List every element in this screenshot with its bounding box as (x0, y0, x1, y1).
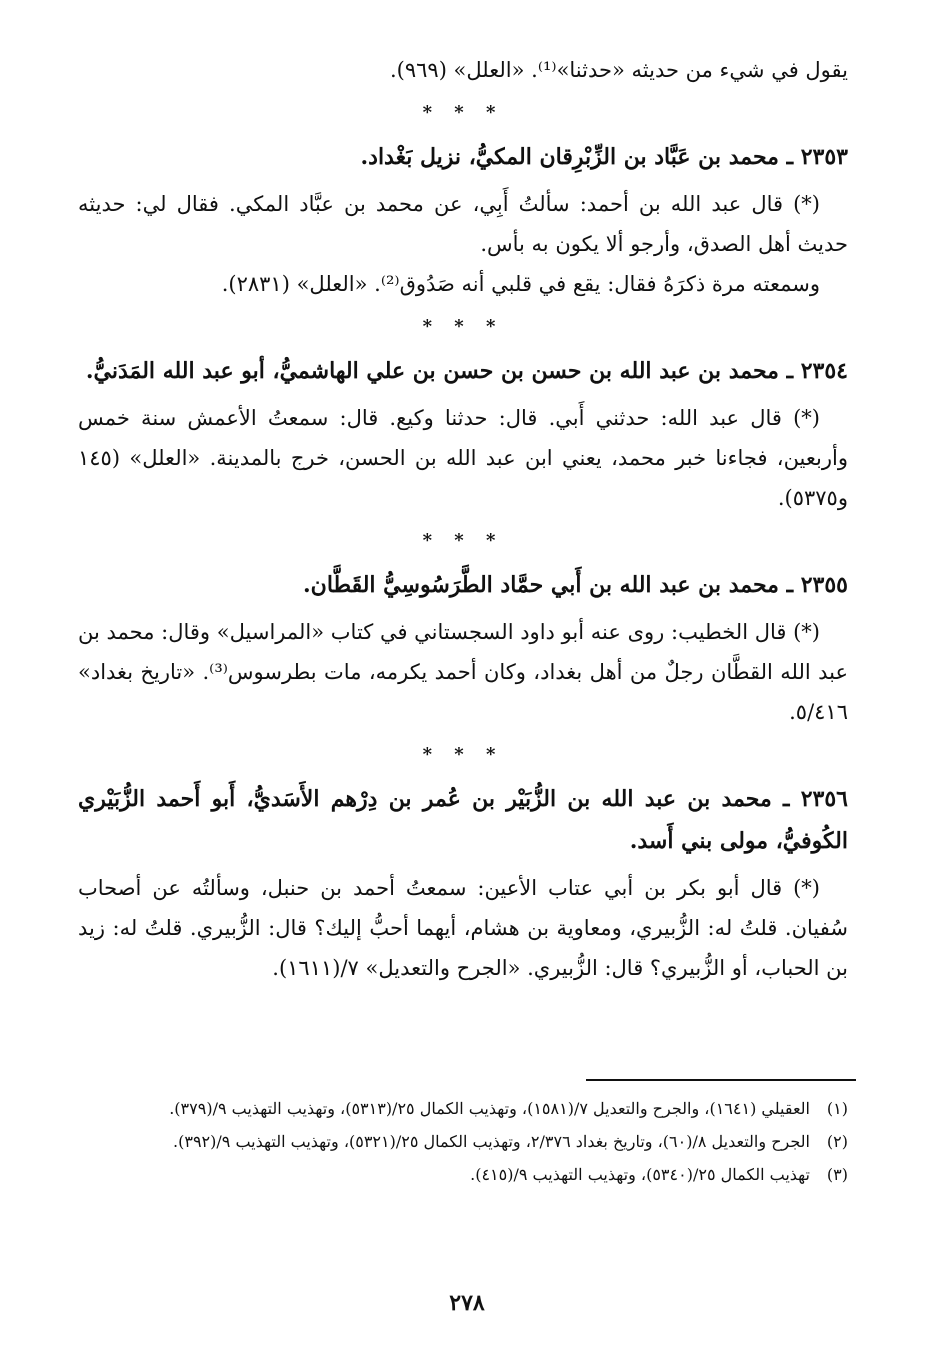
footnote (78, 1094, 848, 1123)
footnote (78, 1160, 848, 1189)
footnote-number: (١) (826, 1099, 848, 1118)
entry-paragraph: (*) قال الخطيب: روى عنه أبو داود السجستاني في كتاب «المراسيل» وقال: محمد بن عبد الله القطَّان رجلٌ من أهل بغداد، وكان أحمد يكرمه، مات بطرسوس⁽³⁾. «تاريخ بغداد» ٥/٤١٦. (78, 620, 848, 724)
footnote-number: (٢) (826, 1132, 848, 1151)
separator-stars: * * * (422, 102, 504, 123)
entry-heading: ٢٣٥٥ ـ محمد بن عبد الله بن أَبي حمَّاد الطَّرَسُوسِيُّ القَطَّان. (303, 572, 848, 598)
footnotes (78, 1094, 848, 1193)
entry-heading: ٢٣٥٤ ـ محمد بن عبد الله بن حسن بن حسن بن علي الهاشميُّ، أبو عبد الله المَدَنيُّ. (85, 358, 848, 384)
entry-paragraph: (*) قال عبد الله بن أحمد: سألتُ أَبِي، عن محمد بن عبَّاد المكي. فقال لي: حديثه حديث أهل الصدق، وأرجو ألا يكون به بأس. (78, 192, 848, 256)
footnote-text: الجرح والتعديل ٨/(٦٠)، وتاريخ بغداد ٢/٣٧٦، وتهذيب الكمال ٢٥/(٥٣٢١)، وتهذيب التهذيب ٩/(٣٩٢). (173, 1132, 810, 1151)
footnote-text: العقيلي (١٦٤١)، والجرح والتعديل ٧/(١٥٨١)، وتهذيب الكمال ٢٥/(٥٣١٣)، وتهذيب التهذيب ٩/(٣٧٩). (169, 1099, 810, 1118)
footnote (78, 1127, 848, 1156)
entry-paragraph: وسمعته مرة ذكرَهُ فقال: يقع في قلبي أنه صَدُوق⁽²⁾. «العلل» (٢٨٣١). (221, 272, 820, 296)
footnote-separator (586, 1079, 856, 1081)
entry-heading: ٢٣٥٦ ـ محمد بن عبد الله بن الزُّبَيْر بن عُمر بن دِرْهم الأَسَديُّ، أَبو أَحمد الزُّبَيْري الكُوفيُّ، مولى بني أَسد. (78, 786, 848, 854)
separator-stars: * * * (422, 530, 504, 551)
separator-stars: * * * (422, 316, 504, 337)
entry-heading: ٢٣٥٣ ـ محمد بن عَبَّاد بن الزِّبْرِقان المكيُّ، نزيل بَغْداد. (360, 144, 848, 170)
entry-paragraph: (*) قال عبد الله: حدثني أَبي. قال: حدثنا وكيع. قال: سمعتُ الأعمش سنة خمس وأربعين، فجاءنا خبر محمد، يعني ابن عبد الله بن الحسن، خرج بالمدينة. «العلل» (١٤٥ و٥٣٧٥). (78, 406, 848, 510)
page-number: ٢٧٨ (449, 1290, 485, 1316)
page-body (78, 50, 848, 988)
separator-stars: * * * (422, 744, 504, 765)
footnote-text: تهذيب الكمال ٢٥/(٥٣٤٠)، وتهذيب التهذيب ٩/(٤١٥). (470, 1165, 810, 1184)
entry-paragraph: (*) قال أبو بكر بن أبي عتاب الأعين: سمعتُ أحمد بن حنبل، وسألتُه عن أصحاب سُفيان. قلتُ له: الزُّبيري، ومعاوية بن هشام، أيهما أحبُّ إليك؟ قال: الزُّبيري. قلتُ له: زيد بن الحباب، أو الزُّبيري؟ قال: الزُّبيري. «الجرح والتعديل» ٧/(١٦١١). (78, 876, 848, 980)
footnote-number: (٣) (826, 1165, 848, 1184)
top-line: يقول في شيء من حديثه «حدثنا»⁽¹⁾. «العلل» (٩٦٩). (389, 58, 848, 82)
